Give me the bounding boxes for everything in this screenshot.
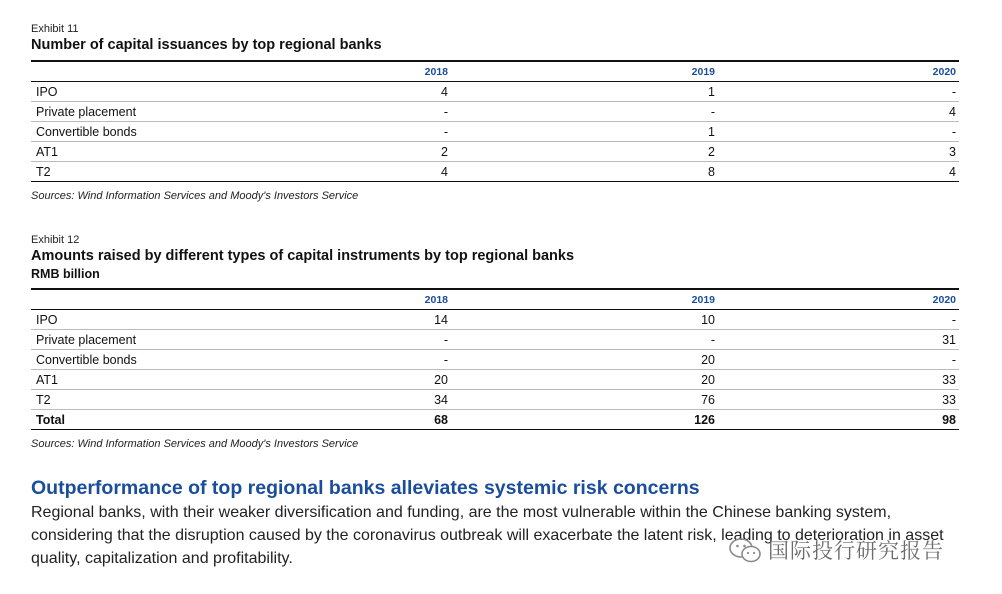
cell-value: - <box>201 122 451 142</box>
cell-value: 8 <box>451 162 718 182</box>
cell-value: - <box>718 122 959 142</box>
exhibit-title: Amounts raised by different types of capital instruments by top regional banks <box>31 248 575 264</box>
cell-value: 2 <box>201 142 451 162</box>
cell-value: 4 <box>718 102 959 122</box>
cell-value: 33 <box>718 370 959 390</box>
table-row <box>31 162 959 182</box>
section-heading: Outperformance of top regional banks alleviates systemic risk concerns <box>31 477 700 499</box>
table-row <box>31 122 959 142</box>
row-label: IPO <box>31 82 201 102</box>
cell-value: 20 <box>451 350 718 370</box>
source-note: Sources: Wind Information Services and Moody's Investors Service <box>31 438 359 450</box>
table-header-row <box>31 61 959 82</box>
column-header <box>31 289 201 310</box>
cell-value: 4 <box>718 162 959 182</box>
total-label: Total <box>31 410 201 430</box>
cell-value: 31 <box>718 330 959 350</box>
column-header: 2018 <box>424 293 448 306</box>
cell-value: - <box>201 350 451 370</box>
column-header: 2019 <box>691 293 715 306</box>
cell-value: - <box>718 82 959 102</box>
cell-value: - <box>201 102 451 122</box>
cell-value: 4 <box>201 82 451 102</box>
exhibit-label: Exhibit 12 <box>31 234 80 246</box>
table-header-row <box>31 289 959 310</box>
amounts-table <box>31 288 959 430</box>
column-header: 2020 <box>932 65 956 78</box>
row-label: Convertible bonds <box>31 350 201 370</box>
cell-value: 4 <box>201 162 451 182</box>
row-label: AT1 <box>31 370 201 390</box>
watermark-text: 国际投行研究报告 <box>768 539 944 563</box>
source-note: Sources: Wind Information Services and Moody's Investors Service <box>31 190 359 202</box>
total-value: 126 <box>451 410 718 430</box>
exhibit-title: Number of capital issuances by top regional banks <box>31 37 382 53</box>
exhibit-unit: RMB billion <box>31 267 100 281</box>
cell-value: 1 <box>451 82 718 102</box>
exhibit-11 <box>31 22 959 203</box>
row-label: T2 <box>31 162 201 182</box>
cell-value: - <box>451 102 718 122</box>
cell-value: 20 <box>201 370 451 390</box>
table-row <box>31 142 959 162</box>
column-header: 2018 <box>424 65 448 78</box>
table-row <box>31 310 959 330</box>
issuances-table <box>31 60 959 182</box>
cell-value: - <box>718 310 959 330</box>
cell-value: - <box>718 350 959 370</box>
total-value: 98 <box>718 410 959 430</box>
total-row <box>31 410 959 430</box>
row-label: Private placement <box>31 330 201 350</box>
cell-value: 14 <box>201 310 451 330</box>
column-header <box>31 61 201 82</box>
cell-value: 3 <box>718 142 959 162</box>
table-row <box>31 370 959 390</box>
watermark <box>728 534 978 566</box>
cell-value: 20 <box>451 370 718 390</box>
row-label: AT1 <box>31 142 201 162</box>
table-row <box>31 350 959 370</box>
cell-value: 1 <box>451 122 718 142</box>
table-row <box>31 82 959 102</box>
cell-value: 34 <box>201 390 451 410</box>
exhibit-label: Exhibit 11 <box>31 23 79 35</box>
wechat-icon <box>728 536 762 564</box>
table-row <box>31 390 959 410</box>
cell-value: 2 <box>451 142 718 162</box>
table-row <box>31 330 959 350</box>
row-label: Private placement <box>31 102 201 122</box>
table-row <box>31 102 959 122</box>
exhibit-12 <box>31 233 959 451</box>
row-label: IPO <box>31 310 201 330</box>
cell-value: - <box>201 330 451 350</box>
cell-value: 10 <box>451 310 718 330</box>
cell-value: 33 <box>718 390 959 410</box>
row-label: T2 <box>31 390 201 410</box>
column-header: 2020 <box>932 293 956 306</box>
total-value: 68 <box>201 410 451 430</box>
body-paragraph: Regional banks, with their weaker diversification and funding, are the most vulnerable within the Chinese banking system, considering that the disruption caused by the coronavirus outbreak will exacerbate the latent risk, leading to deterioration in asset quality, capitalization and profitability. <box>31 504 944 567</box>
cell-value: - <box>451 330 718 350</box>
row-label: Convertible bonds <box>31 122 201 142</box>
column-header: 2019 <box>691 65 715 78</box>
cell-value: 76 <box>451 390 718 410</box>
